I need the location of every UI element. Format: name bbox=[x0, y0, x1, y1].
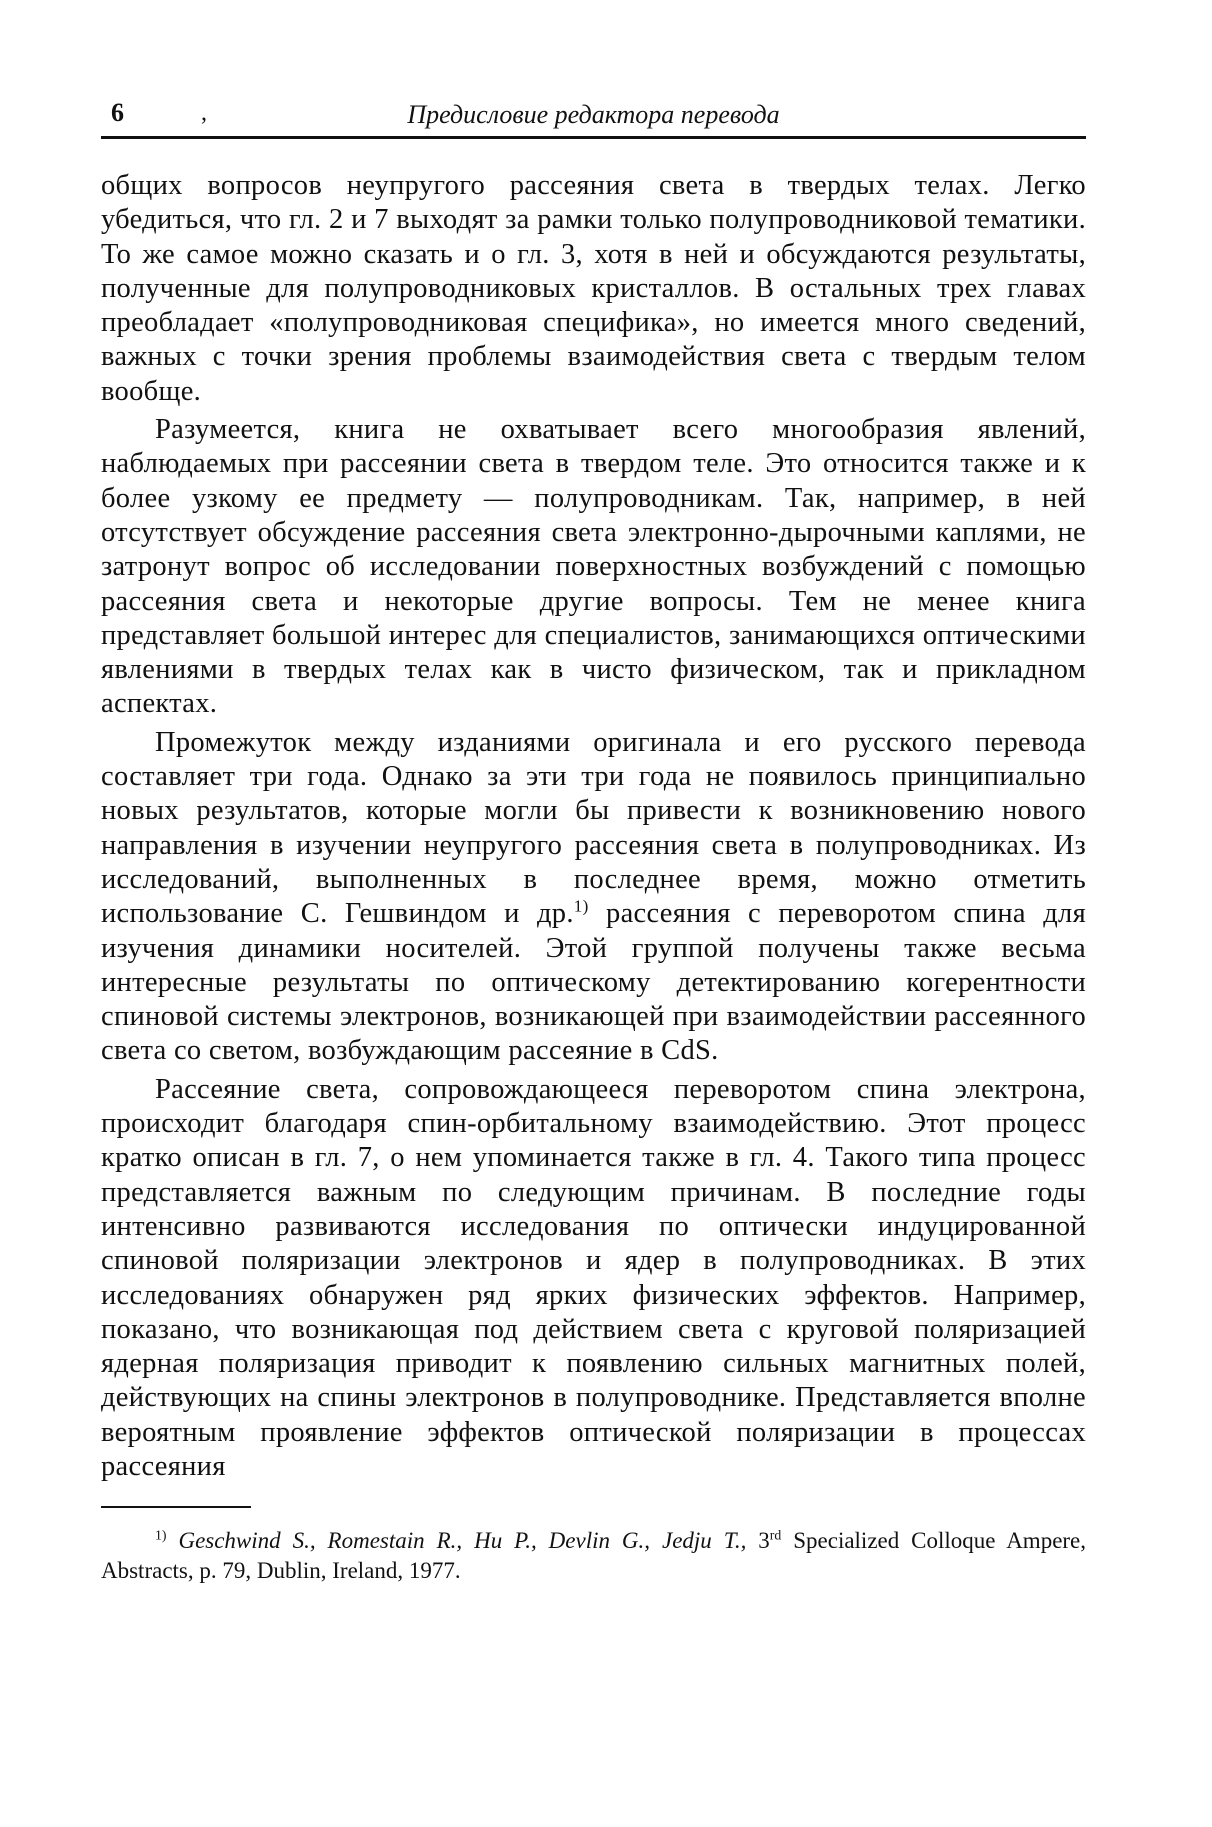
header-mark: , bbox=[201, 100, 207, 126]
footnote-source: Specialized Colloque Ampere, Abstracts, p. 79, Dublin, Ireland, 1977. bbox=[101, 1528, 1087, 1584]
page-header bbox=[101, 96, 1086, 139]
paragraph-text: Промежуток между изданиями оригинала и его русского перевода составляет три года. Однако за эти три года не появилось принципиально новых результатов, которые могли бы привести к возникновению нового направления в изучении неупругого рассеяния света в полупроводниках. Из исследований, выполненных в последнее время, можно отметить использование С. Гешвиндом и др. bbox=[101, 726, 1086, 930]
book-page bbox=[101, 96, 1086, 1586]
paragraph-text: Разумеется, книга не охватывает всего многообразия явлений, наблюдаемых при рассеянии света в твердом теле. Это относится также и к более узкому ее предмету — полупроводникам. Так, например, в ней отсутствует обсуждение рассеяния света электронно-дырочными каплями, не затронут вопрос об исследовании поверхностных возбуждений с помощью рассеяния света и некоторые другие вопросы. Тем не менее книга представляет большой интерес для специалистов, занимающихся оптическими явлениями в твердых телах как в чисто физическом, так и прикладном аспектах. bbox=[101, 414, 1086, 720]
footnote-reference: 1) bbox=[573, 896, 589, 916]
running-title: Предисловие редактора перевода bbox=[407, 100, 780, 129]
footnote bbox=[101, 1526, 1086, 1586]
paragraph-text: Рассеяние света, сопровождающееся переворотом спина электрона, происходит благодаря спин-орбитальному взаимодействию. Этот процесс кратко описан в гл. 7, о нем упоминается также в гл. 4. Такого типа процесс представляется важным по следующим причинам. В последние годы интенсивно развиваются исследования по оптически индуцированной спиновой поляризации электронов и ядер в полупроводниках. В этих исследованиях обнаружен ряд ярких физических эффектов. Например, показано, что возникающая под действием света с круговой поляризацией ядерная поляризация приводит к появлению сильных магнитных полей, действующих на спины электронов в полупроводнике. Представляется вполне вероятным проявление эффектов оптической поляризации в процессах рассеяния bbox=[101, 1073, 1086, 1482]
paragraph-continued bbox=[101, 169, 1086, 409]
footnote-marker: 1) bbox=[155, 1527, 167, 1543]
body-text bbox=[101, 169, 1086, 1484]
footnotes bbox=[101, 1526, 1086, 1586]
paragraph bbox=[101, 1073, 1086, 1485]
paragraph bbox=[101, 726, 1086, 1069]
paragraph-text: рассеяния с переворотом спина для изучения динамики носителей. Этой группой получены также весьма интересные результаты по оптическому детектированию когерентности спиновой системы электронов, возникающей при взаимодействии рассеянного света со светом, возбуждающим рассеяние в CdS. bbox=[101, 898, 1086, 1067]
paragraph bbox=[101, 413, 1086, 722]
footnote-divider bbox=[101, 1506, 251, 1508]
footnote-ordinal: 3 bbox=[758, 1528, 770, 1554]
footnote-authors: Geschwind S., Romestain R., Hu P., Devlin G., Jedju T., bbox=[178, 1528, 747, 1554]
footnote-ordinal-suffix: rd bbox=[769, 1527, 782, 1543]
page-number: 6 bbox=[111, 98, 124, 127]
paragraph-text: общих вопросов неупругого рассеяния света в твердых телах. Легко убедиться, что гл. 2 и 7 выходят за рамки только полупроводниковой тематики. То же самое можно сказать и о гл. 3, хотя в ней и обсуждаются результаты, полученные для полупроводниковых кристаллов. В остальных трех главах преобладает «полупроводниковая специфика», но имеется много сведений, важных с точки зрения проблемы взаимодействия света с твердым телом вообще. bbox=[101, 170, 1086, 407]
